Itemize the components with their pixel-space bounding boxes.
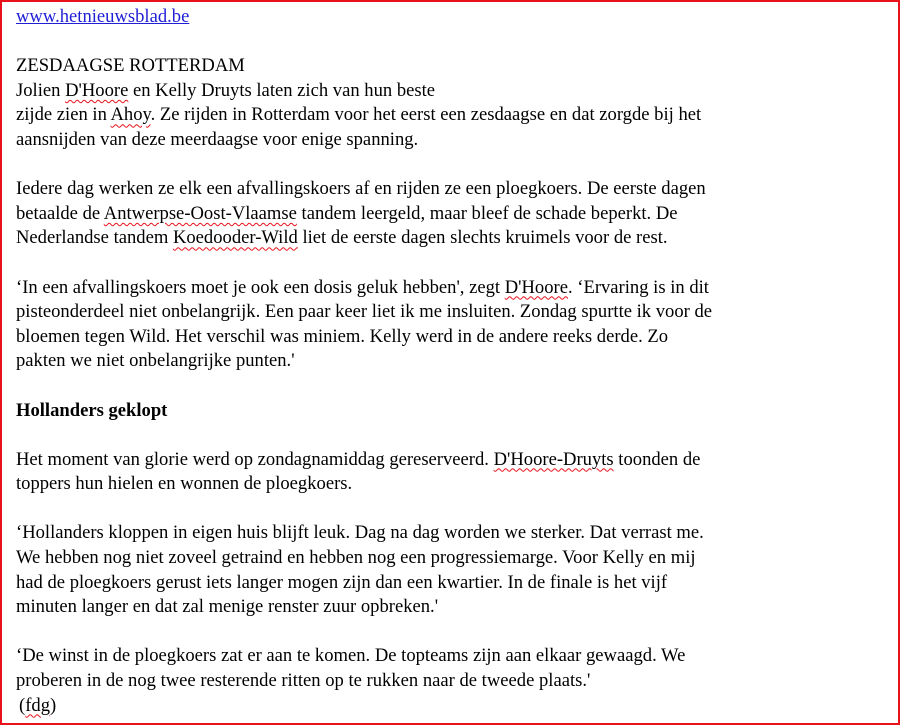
para4-line-1: Het moment van glorie werd op zondagnamiddag gereserveerd. D'Hoore-Druyts toonden de	[16, 448, 701, 470]
subheading: Hollanders geklopt	[16, 399, 168, 421]
para4-line-2: toppers hun hielen en wonnen de ploegkoers.	[16, 473, 353, 495]
blank-line	[16, 153, 886, 178]
para5-line-2: We hebben nog niet zoveel getraind en hebben nog een progressiemarge. Voor Kelly en mij	[16, 547, 696, 569]
blank-line	[16, 497, 886, 522]
spellcheck-word: D'Hoore	[65, 79, 129, 101]
para5-line-4: minuten langer en dat zal menige renster zuur opbreken.'	[16, 596, 439, 618]
document-body	[16, 5, 886, 718]
blank-line	[16, 251, 886, 276]
blank-line	[16, 30, 886, 55]
para2-line-1: Iedere dag werken ze elk een afvallingskoers af en rijden ze een ploegkoers. De eerste dagen	[16, 178, 706, 200]
para5-line-1: ‘Hollanders kloppen in eigen huis blijft leuk. Dag na dag worden we sterker. Dat verrast me.	[16, 522, 704, 544]
source-link[interactable]: www.hetnieuwsblad.be	[16, 6, 190, 27]
para2-line-2: betaalde de Antwerpse-Oost-Vlaamse tandem leergeld, maar bleef de schade beperkt. De	[16, 202, 678, 224]
spellcheck-word: Antwerpse-Oost-Vlaamse	[103, 202, 297, 224]
spellcheck-word: D'Hoore-Druyts	[493, 448, 614, 470]
blank-line	[16, 374, 886, 399]
intro-line-1: Jolien D'Hoore en Kelly Druyts laten zich van hun beste	[16, 79, 436, 101]
spellcheck-word: D'Hoore	[504, 276, 568, 298]
para3-line-1: ‘In een afvallingskoers moet je ook een dosis geluk hebben', zegt D'Hoore. ‘Ervaring is in dit	[16, 276, 709, 298]
para2-line-3: Nederlandse tandem Koedooder-Wild liet de eerste dagen slechts kruimels voor de rest.	[16, 227, 668, 249]
intro-line-2: zijde zien in Ahoy. Ze rijden in Rotterdam voor het eerst een zesdaagse en dat zorgde bij het	[16, 104, 702, 126]
blank-line	[16, 423, 886, 448]
author-signature: (fdg)	[19, 694, 57, 716]
para3-line-2: pisteonderdeel niet onbelangrijk. Een paar keer liet ik me insluiten. Zondag spurtte ik voor de	[16, 301, 713, 323]
para3-line-4: pakten we niet onbelangrijke punten.'	[16, 350, 295, 372]
spellcheck-word: fdg	[25, 694, 50, 716]
spellcheck-word: Ahoy	[110, 104, 151, 126]
para5-line-3: had de ploegkoers gerust iets langer mogen zijn dan een kwartier. In de finale is het vijf	[16, 571, 668, 593]
para6-line-2: proberen in de nog twee resterende ritten op te rukken naar de tweede plaats.'	[16, 670, 591, 692]
article-heading: ZESDAAGSE ROTTERDAM	[16, 55, 245, 77]
spellcheck-word: Koedooder-Wild	[172, 227, 298, 249]
intro-line-3: aansnijden van deze meerdaagse voor enige spanning.	[16, 128, 419, 150]
para3-line-3: bloemen tegen Wild. Het verschil was miniem. Kelly werd in de andere reeks derde. Zo	[16, 325, 669, 347]
blank-line	[16, 620, 886, 645]
para6-line-1: ‘De winst in de ploegkoers zat er aan te komen. De topteams zijn aan elkaar gewaagd. We	[16, 645, 686, 667]
